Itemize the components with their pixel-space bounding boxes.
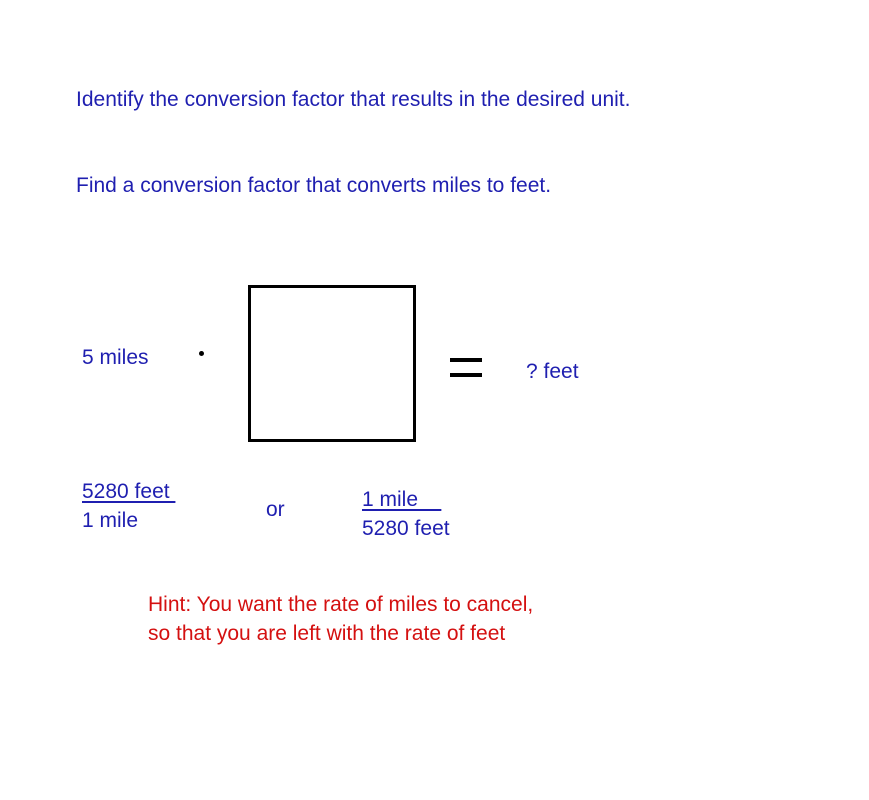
given-quantity: 5 miles xyxy=(82,346,149,369)
equals-sign xyxy=(450,355,482,381)
hint-line-1: Hint: You want the rate of miles to cancel, xyxy=(148,593,534,616)
option-1-denominator: 1 mile xyxy=(82,509,139,532)
option-1-numerator: 5280 feet xyxy=(82,480,176,503)
answer-box[interactable] xyxy=(248,285,416,442)
result-quantity: ? feet xyxy=(526,360,579,383)
option-2-numerator: 1 mile xyxy=(362,488,442,511)
option-2-denominator: 5280 feet xyxy=(362,517,450,540)
multiply-dot xyxy=(199,351,204,356)
instruction-text: Identify the conversion factor that results in the desired unit. xyxy=(76,88,631,111)
hint-line-2: so that you are left with the rate of feet xyxy=(148,622,506,645)
or-connector: or xyxy=(266,498,285,521)
problem-text: Find a conversion factor that converts miles to feet. xyxy=(76,174,552,197)
